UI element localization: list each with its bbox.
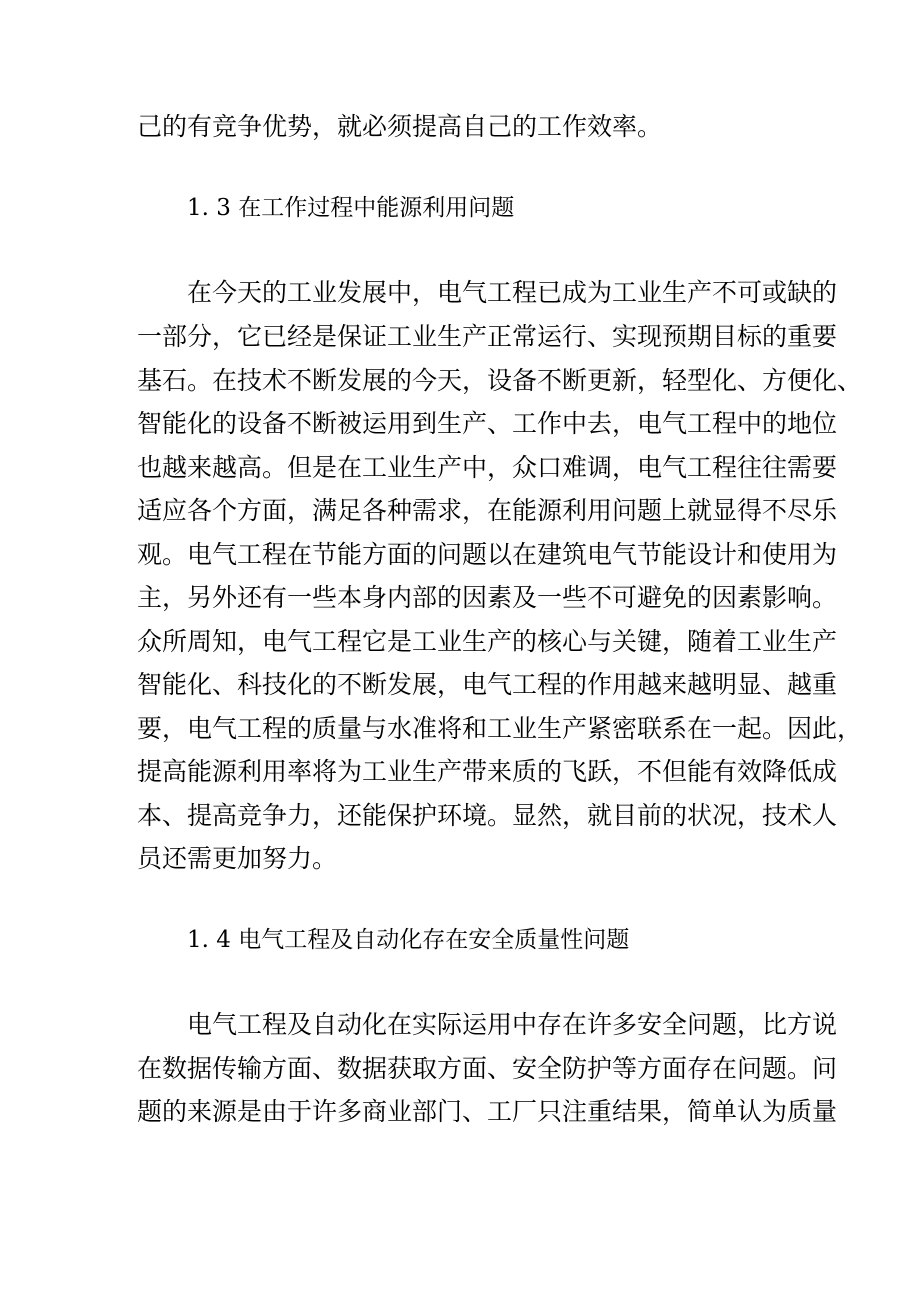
paragraph-line: 要，电气工程的质量与水准将和工业生产紧密联系在一起。因此， [137,714,863,743]
paragraph-line: 一部分，它已经是保证工业生产正常运行、实现预期目标的重要 [137,322,838,351]
paragraph-line: 提高能源利用率将为工业生产带来质的飞跃，不但能有效降低成 [137,757,838,786]
paragraph-line: 在数据传输方面、数据获取方面、安全防护等方面存在问题。问 [137,1054,838,1083]
paragraph-line: 员还需更加努力。 [137,844,338,873]
paragraph-line: 电气工程及自动化在实际运用中存在许多安全问题，比方说 [187,1010,838,1039]
paragraph-line: 适应各个方面，满足各种需求，在能源利用问题上就显得不尽乐 [137,496,838,525]
paragraph-line: 基石。在技术不断发展的今天，设备不断更新，轻型化、方便化、 [137,366,863,395]
paragraph-line: 在今天的工业发展中，电气工程已成为工业生产不可或缺的 [187,278,838,307]
paragraph-line: 智能化的设备不断被运用到生产、工作中去，电气工程中的地位 [137,409,838,438]
paragraph-line: 观。电气工程在节能方面的问题以在建筑电气节能设计和使用为 [137,540,838,569]
paragraph-line: 题的来源是由于许多商业部门、工厂只注重结果，简单认为质量 [137,1097,838,1126]
paragraph-line: 智能化、科技化的不断发展，电气工程的作用越来越明显、越重 [137,670,838,699]
intro-line: 己的有竞争优势，就必须提高自己的工作效率。 [137,112,663,141]
paragraph-line: 也越来越高。但是在工业生产中，众口难调，电气工程往往需要 [137,453,838,482]
paragraph-line: 众所周知，电气工程它是工业生产的核心与关键，随着工业生产 [137,627,838,656]
paragraph-line: 主，另外还有一些本身内部的因素及一些不可避免的因素影响。 [137,583,838,612]
section-1-3-heading: 1. 3 在工作过程中能源利用问题 [187,195,515,221]
section-1-4-heading: 1. 4 电气工程及自动化存在安全质量性问题 [187,927,630,953]
paragraph-line: 本、提高竞争力，还能保护环境。显然，就目前的状况，技术人 [137,801,838,830]
